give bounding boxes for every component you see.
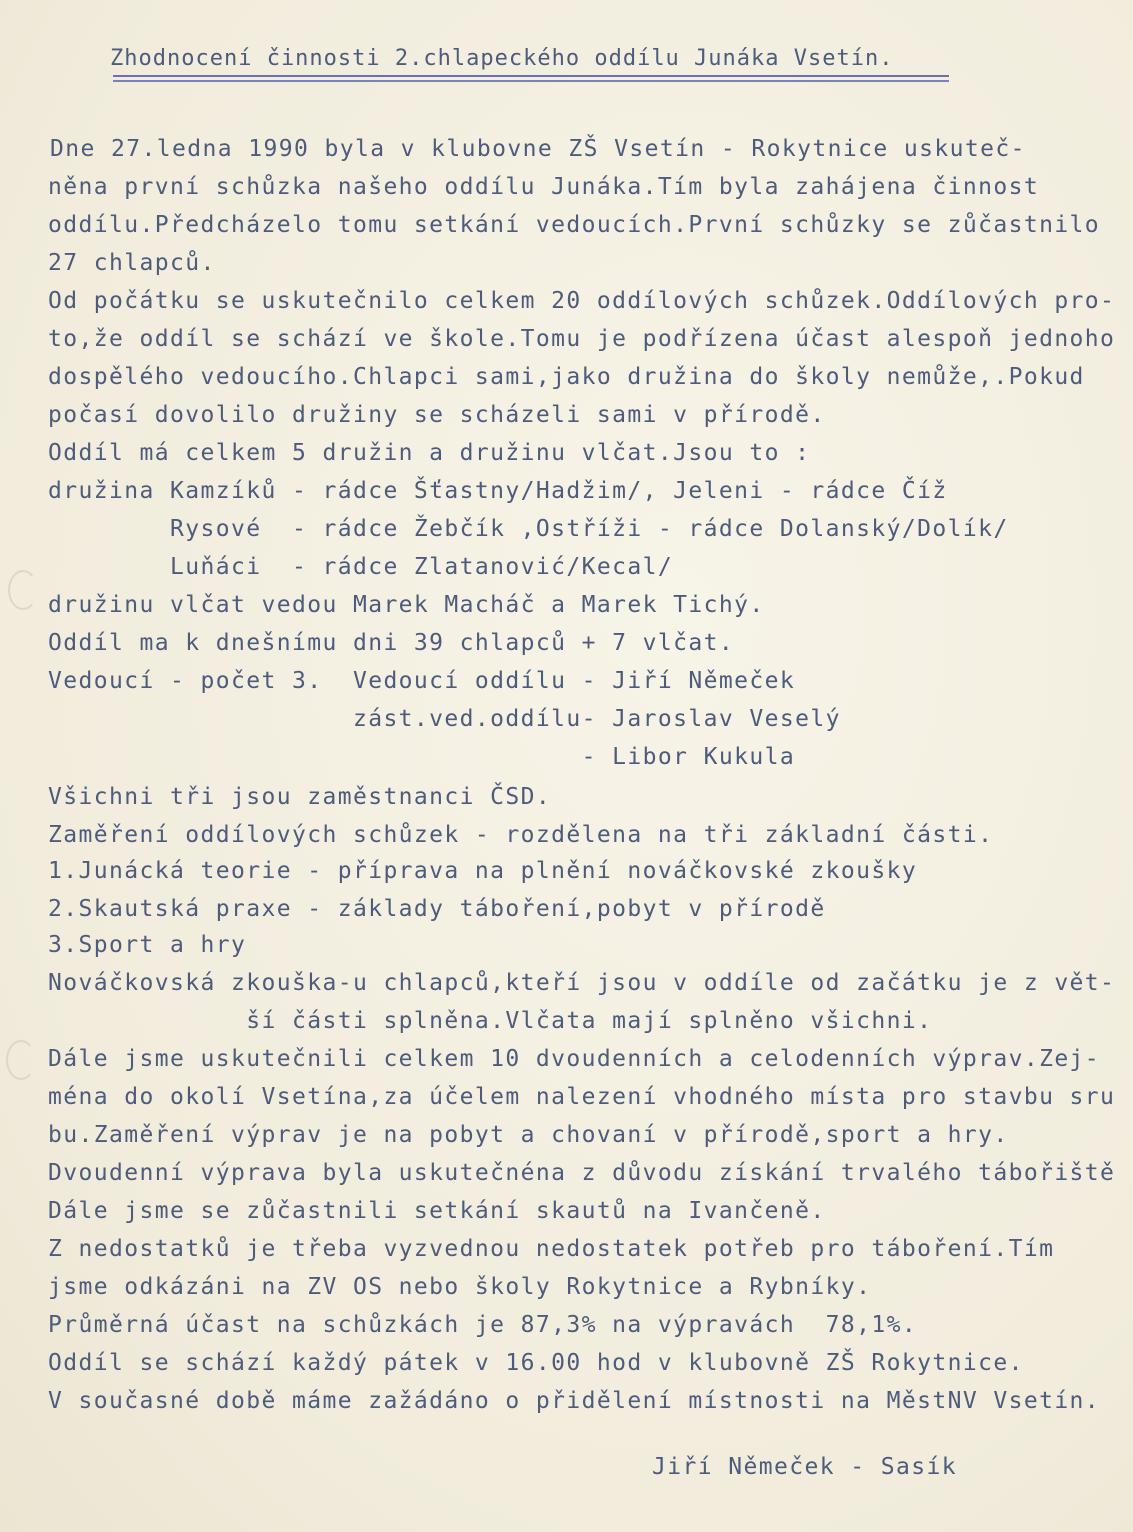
text-line: Dále jsme se zůčastnili setkání skautů na Ivančeně.	[48, 1198, 826, 1224]
text-line: Oddíl se schází každý pátek v 16.00 hod v klubovně ZŠ Rokytnice.	[48, 1350, 1024, 1376]
text-line: - Libor Kukula	[48, 744, 796, 770]
signature: Jiří Němeček - Sasík	[652, 1454, 957, 1480]
text-line: Od počátku se uskutečnilo celkem 20 oddílových schůzek.Oddílových pro-	[48, 288, 1116, 314]
text-line: Rysové - rádce Žebčík ,Ostříži - rádce Dolanský/Dolík/	[48, 516, 1009, 542]
text-line: ší části splněna.Vlčata mají splněno všichni.	[48, 1008, 933, 1034]
text-line: Luňáci - rádce Zlatanović/Kecal/	[48, 554, 674, 580]
text-line: oddílu.Předcházelo tomu setkání vedoucích.První schůzky se zůčastnilo	[48, 212, 1101, 238]
text-line: družinu vlčat vedou Marek Macháč a Marek Tichý.	[48, 592, 765, 618]
text-line: zást.ved.oddílu- Jaroslav Veselý	[48, 706, 841, 732]
punch-hole-mark	[6, 1040, 36, 1080]
text-line: Oddíl ma k dnešnímu dni 39 chlapců + 7 vlčat.	[48, 630, 735, 656]
text-line: 1.Junácká teorie - příprava na plnění nováčkovské zkoušky	[48, 858, 918, 884]
text-line: Dále jsme uskutečnili celkem 10 dvoudenních a celodenních výprav.Zej-	[48, 1046, 1101, 1072]
text-line: něna první schůzka našeho oddílu Junáka.Tím byla zahájena činnost	[48, 174, 1040, 200]
text-line: Vedoucí - počet 3. Vedoucí oddílu - Jiří Němeček	[48, 668, 796, 694]
text-line: to,že oddíl se schází ve škole.Tomu je podřízena účast alespoň jednoho	[48, 326, 1116, 352]
title-underline	[113, 75, 949, 77]
text-line: jsme odkázáni na ZV OS nebo školy Rokytnice a Rybníky.	[48, 1274, 872, 1300]
punch-hole-mark	[8, 570, 38, 610]
text-line: 2.Skautská praxe - základy táboření,pobyt v přírodě	[48, 896, 826, 922]
text-line: Zaměření oddílových schůzek - rozdělena na tři základní části.	[48, 822, 994, 848]
text-line: počasí dovolilo družiny se scházeli sami v přírodě.	[48, 402, 826, 428]
document-title: Zhodnocení činnosti 2.chlapeckého oddílu Junáka Vsetín.	[110, 46, 894, 71]
text-line: Všichni tři jsou zaměstnanci ČSD.	[48, 784, 552, 810]
text-line: Průměrná účast na schůzkách je 87,3% na výpravách 78,1%.	[48, 1312, 918, 1338]
text-line: Nováčkovská zkouška-u chlapců,kteří jsou v oddíle od začátku je z vět-	[48, 970, 1116, 996]
text-line: Dvoudenní výprava byla uskutečnéna z důvodu získání trvalého tábořiště	[48, 1160, 1116, 1186]
text-line: 27 chlapců.	[48, 250, 216, 276]
text-line: bu.Zaměření výprav je na pobyt a chovaní v přírodě,sport a hry.	[48, 1122, 1009, 1148]
text-line: Z nedostatků je třeba vyzvednou nedostatek potřeb pro táboření.Tím	[48, 1236, 1055, 1262]
text-line: 3.Sport a hry	[48, 932, 247, 958]
text-line: družina Kamzíků - rádce Šťastny/Hadžim/, Jeleni - rádce Číž	[48, 478, 948, 504]
text-line: ména do okolí Vsetína,za účelem nalezení vhodného místa pro stavbu sru	[48, 1084, 1116, 1110]
text-line: Dne 27.ledna 1990 byla v klubovne ZŠ Vsetín - Rokytnice uskuteč-	[50, 136, 1026, 162]
text-line: V současné době máme zažádáno o přidělení místnosti na MěstNV Vsetín.	[48, 1388, 1101, 1414]
title-underline-double	[113, 80, 949, 82]
text-line: dospělého vedoucího.Chlapci sami,jako družina do školy nemůže,.Pokud	[48, 364, 1085, 390]
text-line: Oddíl má celkem 5 družin a družinu vlčat.Jsou to :	[48, 440, 811, 466]
